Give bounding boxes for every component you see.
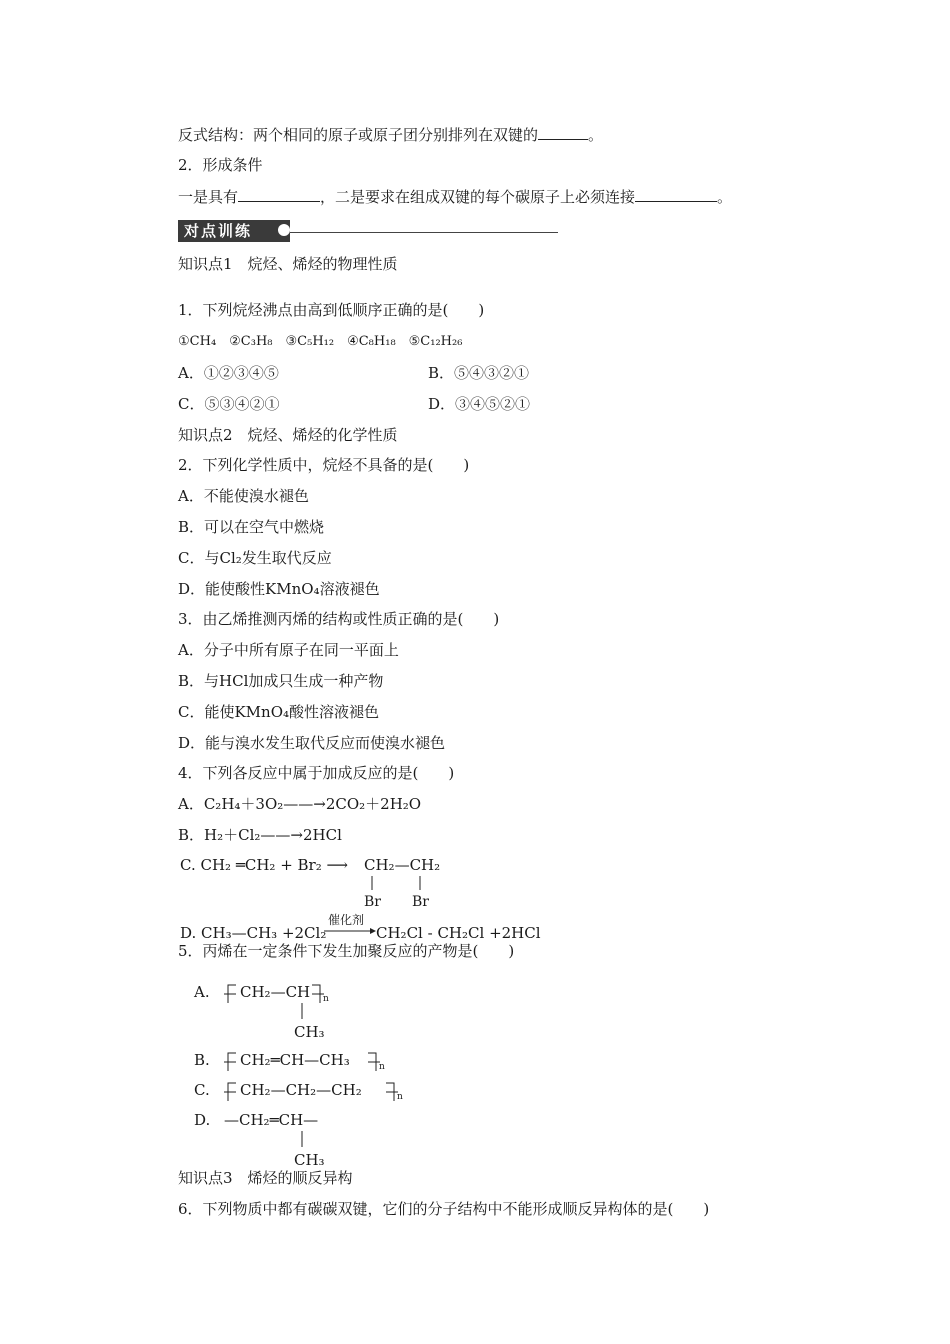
section-banner	[178, 218, 558, 244]
q5-d-methyl: CH₃	[294, 1151, 325, 1169]
q5-d-formula: —CH₂═CH—	[224, 1111, 319, 1129]
q4-c-br-1: Br	[364, 894, 381, 910]
q5-b-n: n	[379, 1062, 385, 1072]
conditions-line	[178, 186, 732, 207]
q4-c-reactants: C. CH₂ ═CH₂ + Br₂ ⟶	[180, 856, 349, 874]
cond-text-b: ，二是要求在组成双键的每个碳原子上必须连接	[320, 188, 636, 206]
q1-option-a: A．①②③④⑤	[178, 364, 279, 382]
question-6-stem: 6．下列物质中都有碳碳双键，它们的分子结构中不能形成顺反异构体的是( )	[178, 1200, 710, 1218]
q4-option-a: A．C₂H₄＋3O₂——→2CO₂＋2H₂O	[178, 795, 422, 813]
q2-option-d: D．能使酸性KMnO₄溶液褪色	[178, 580, 380, 598]
q4-d-catalyst: 催化剂	[328, 913, 365, 927]
polymer-bracket-open	[224, 1083, 236, 1101]
q4-c-br-2: Br	[412, 894, 429, 910]
trans-text: 反式结构：两个相同的原子或原子团分别排列在双键的	[178, 126, 539, 144]
item-heading: 2．形成条件	[178, 156, 263, 174]
period: 。	[717, 188, 733, 206]
question-2-stem: 2．下列化学性质中，烷烃不具备的是( )	[178, 456, 470, 474]
q5-a-formula: CH₂—CH	[240, 983, 311, 1001]
bullet-dot-icon	[278, 224, 290, 236]
q2-option-c: C．与Cl₂发生取代反应	[178, 549, 332, 567]
q3-option-c: C．能使KMnO₄酸性溶液褪色	[178, 703, 380, 721]
q1-option-b: B．⑤④③②①	[428, 364, 530, 382]
q1-option-d: D．③④⑤②①	[428, 395, 531, 413]
question-5-stem: 5．丙烯在一定条件下发生加聚反应的产物是( )	[178, 942, 515, 960]
polymer-bracket-open	[224, 985, 236, 1003]
banner-title: 对点训练	[178, 220, 290, 242]
fill-blank	[238, 186, 320, 202]
question-1-stem: 1．下列烷烃沸点由高到低顺序正确的是( )	[178, 301, 485, 319]
q2-option-a: A．不能使溴水褪色	[178, 487, 309, 505]
fill-blank	[635, 186, 717, 202]
q5-b-label: B.	[194, 1051, 210, 1069]
period: 。	[588, 126, 604, 144]
q5-a-methyl: CH₃	[294, 1023, 325, 1041]
fill-blank	[538, 124, 588, 140]
q5-options	[190, 975, 450, 1170]
q5-a-n: n	[323, 994, 329, 1004]
q5-a-label: A.	[194, 983, 210, 1001]
q2-option-b: B．可以在空气中燃烧	[178, 518, 325, 536]
question-1-choices: ①CH₄ ②C₃H₈ ③C₅H₁₂ ④C₈H₁₈ ⑤C₁₂H₂₆	[178, 334, 463, 349]
q4-d-products: CH₂Cl - CH₂Cl +2HCl	[376, 924, 541, 942]
cond-text-a: 一是具有	[178, 188, 239, 206]
banner-rule	[290, 232, 558, 233]
q5-b-formula: CH₂═CH—CH₃	[240, 1051, 350, 1069]
q5-d-label: D.	[194, 1111, 211, 1129]
polymer-bracket-open	[224, 1053, 236, 1071]
q3-option-b: B．与HCl加成只生成一种产物	[178, 672, 384, 690]
trans-structure-line	[178, 124, 603, 145]
knowledge-point-2: 知识点2 烷烃、烯烃的化学性质	[178, 426, 398, 444]
question-3-stem: 3．由乙烯推测丙烯的结构或性质正确的是( )	[178, 610, 500, 628]
q4-option-b: B．H₂＋Cl₂——→2HCl	[178, 826, 342, 844]
q4-c-product: CH₂—CH₂	[364, 856, 441, 874]
q5-c-label: C.	[194, 1081, 210, 1099]
q4-option-c-d-equations	[178, 850, 598, 945]
q5-c-formula: CH₂—CH₂—CH₂	[240, 1081, 362, 1099]
q3-option-a: A．分子中所有原子在同一平面上	[178, 641, 399, 659]
q3-option-d: D．能与溴水发生取代反应而使溴水褪色	[178, 734, 446, 752]
q5-c-n: n	[397, 1092, 403, 1102]
knowledge-point-1: 知识点1 烷烃、烯烃的物理性质	[178, 255, 398, 273]
q4-d-reactants: D. CH₃—CH₃ +2Cl₂	[180, 924, 327, 942]
question-4-stem: 4．下列各反应中属于加成反应的是( )	[178, 764, 455, 782]
knowledge-point-3: 知识点3 烯烃的顺反异构	[178, 1169, 353, 1187]
q1-option-c: C．⑤③④②①	[178, 395, 280, 413]
